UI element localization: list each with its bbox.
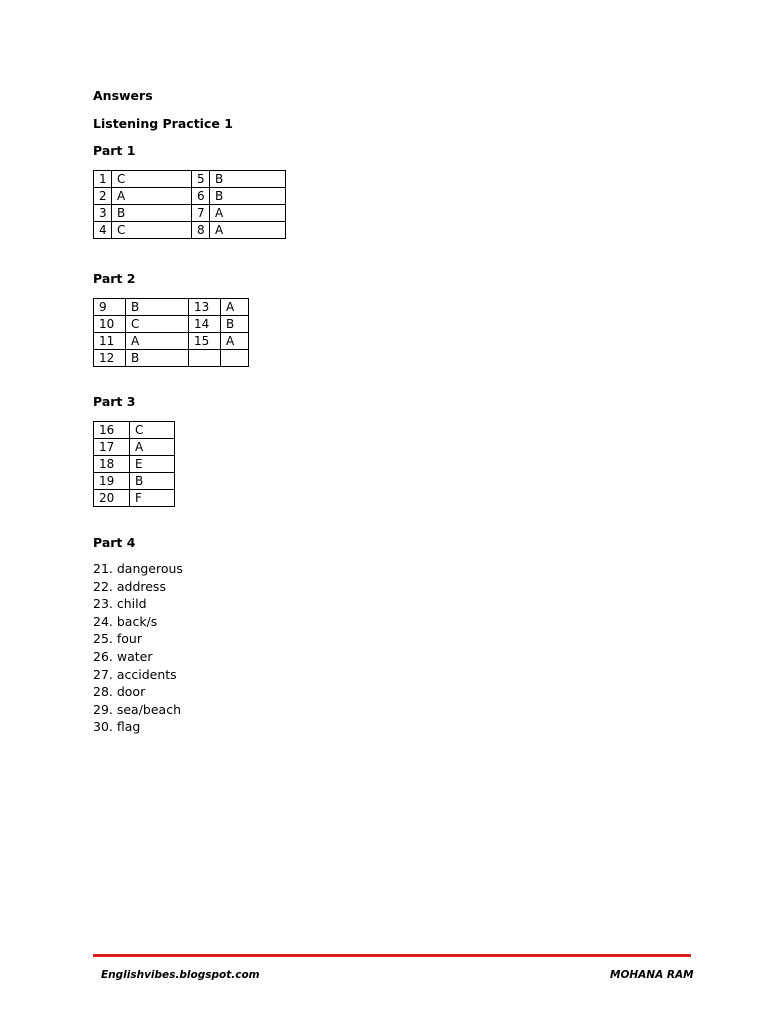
table-cell: 17 (94, 439, 130, 456)
table-cell: 12 (94, 350, 126, 367)
table-cell: A (112, 188, 192, 205)
table-cell: B (126, 299, 189, 316)
table-row (94, 299, 249, 316)
table-cell: 15 (189, 333, 221, 350)
table-row (94, 350, 249, 367)
table-cell: 5 (192, 171, 210, 188)
table-cell: B (221, 316, 249, 333)
table-row (94, 490, 175, 507)
table-cell: C (126, 316, 189, 333)
part1-table (93, 170, 286, 239)
table-cell: 19 (94, 473, 130, 490)
footer-divider (93, 954, 691, 957)
table-cell: B (210, 171, 286, 188)
table-row (94, 439, 175, 456)
part2-table (93, 298, 249, 367)
list-item: 22. address (93, 578, 166, 594)
table-cell: B (112, 205, 192, 222)
list-item: 23. child (93, 596, 147, 612)
table-cell: 11 (94, 333, 126, 350)
part4-answer-list (93, 560, 183, 736)
table-cell: B (130, 473, 175, 490)
table-cell (189, 350, 221, 367)
table-cell: 4 (94, 222, 112, 239)
table-cell: 14 (189, 316, 221, 333)
table-cell: 2 (94, 188, 112, 205)
table-cell: 9 (94, 299, 126, 316)
footer-author: MOHANA RAM (610, 969, 694, 981)
table-cell (221, 350, 249, 367)
table-row (94, 188, 286, 205)
table-row (94, 473, 175, 490)
table-cell: C (130, 422, 175, 439)
table-row (94, 333, 249, 350)
table-cell: 10 (94, 316, 126, 333)
table-cell: A (210, 222, 286, 239)
table-cell: 8 (192, 222, 210, 239)
part3-heading: Part 3 (93, 394, 136, 409)
list-item: 25. four (93, 631, 142, 647)
table-row (94, 316, 249, 333)
table-cell: A (221, 299, 249, 316)
list-item: 27. accidents (93, 666, 177, 682)
table-row (94, 205, 286, 222)
table-cell: 20 (94, 490, 130, 507)
list-item: 21. dangerous (93, 561, 183, 576)
part3-table (93, 421, 175, 507)
list-item: 28. door (93, 684, 146, 700)
list-item: 24. back/s (93, 613, 158, 629)
list-item: 29. sea/beach (93, 701, 182, 717)
part1-heading: Part 1 (93, 143, 136, 158)
table-cell: B (210, 188, 286, 205)
footer-website: Englishvibes.blogspot.com (101, 969, 260, 981)
table-cell: 18 (94, 456, 130, 473)
part4-heading: Part 4 (93, 535, 136, 550)
table-cell: A (210, 205, 286, 222)
table-cell: 3 (94, 205, 112, 222)
table-row (94, 422, 175, 439)
table-row (94, 456, 175, 473)
table-cell: 13 (189, 299, 221, 316)
table-row (94, 171, 286, 188)
table-cell: 1 (94, 171, 112, 188)
table-cell: 7 (192, 205, 210, 222)
table-cell: E (130, 456, 175, 473)
table-row (94, 222, 286, 239)
page-title: Answers (93, 88, 153, 103)
table-cell: A (130, 439, 175, 456)
table-cell: 16 (94, 422, 130, 439)
table-cell: B (126, 350, 189, 367)
table-cell: A (221, 333, 249, 350)
part2-heading: Part 2 (93, 271, 136, 286)
table-cell: C (112, 222, 192, 239)
table-cell: 6 (192, 188, 210, 205)
list-item: 26. water (93, 648, 153, 664)
table-cell: F (130, 490, 175, 507)
list-item: 30. flag (93, 719, 141, 735)
table-cell: A (126, 333, 189, 350)
table-cell: C (112, 171, 192, 188)
section-subtitle: Listening Practice 1 (93, 116, 233, 131)
